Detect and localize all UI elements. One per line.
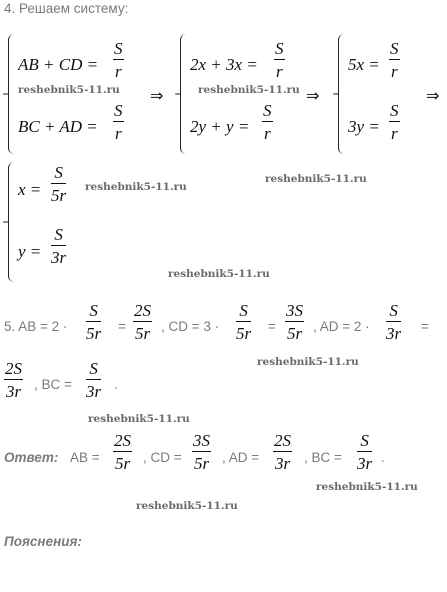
fraction-numerator: S (54, 225, 63, 244)
fraction-numerator: S (54, 163, 63, 182)
system-1-eq2-fraction (113, 102, 124, 142)
step-5-fraction-4 (285, 302, 304, 342)
answer-ad: , AD = (222, 450, 260, 465)
fraction-numerator: 2S (5, 359, 22, 378)
implies-arrow-2: ⇒ (306, 86, 320, 105)
fraction-numerator: S (390, 101, 399, 120)
equals-sign: = (268, 319, 276, 334)
step-5-bc-text: , BC = (34, 377, 72, 392)
step-5-fraction-5 (386, 302, 401, 342)
fraction-numerator: S (89, 301, 98, 320)
step-5-fraction-7 (86, 360, 101, 400)
period: . (381, 450, 385, 465)
fraction-numerator: 2S (274, 431, 291, 450)
answer-fraction-ab (113, 432, 132, 472)
fraction-denominator: r (113, 59, 124, 80)
system-3-eq1-lhs: 5x = (348, 55, 380, 74)
equals-sign: = (421, 319, 429, 334)
explanation-label: Пояснения: (4, 534, 82, 549)
system-4-brace (8, 162, 14, 282)
step-5-prefix: 5. AB = 2 · (4, 319, 68, 334)
fraction-numerator: 3S (286, 301, 303, 320)
fraction-denominator: 5r (285, 321, 304, 342)
watermark: reshebnik5-11.ru (136, 500, 238, 512)
watermark: reshebnik5-11.ru (316, 481, 418, 493)
system-1-eq1-lhs: AB + CD = (18, 55, 99, 74)
system-4-eq2-lhs: y = (18, 242, 42, 261)
system-2-eq2-fraction (262, 102, 273, 142)
system-3-eq2-fraction (389, 102, 400, 142)
system-4-eq2-fraction (51, 226, 66, 266)
answer-fraction-ad (273, 432, 292, 472)
watermark: reshebnik5-11.ru (85, 181, 187, 193)
system-3-eq2-lhs: 3y = (348, 117, 380, 136)
period: . (114, 377, 118, 392)
answer-ab: AB = (70, 450, 100, 465)
watermark: reshebnik5-11.ru (265, 173, 367, 185)
step-5-ad-text: , AD = 2 · (313, 319, 370, 334)
system-1-eq1-fraction (113, 40, 124, 80)
fraction-denominator: 5r (236, 321, 251, 342)
fraction-denominator: 3r (51, 245, 66, 266)
step-4-heading: 4. Решаем систему: (4, 1, 129, 16)
fraction-numerator: S (114, 101, 123, 120)
fraction-denominator: 3r (386, 321, 401, 342)
fraction-denominator: r (274, 59, 285, 80)
system-2-eq2-lhs: 2y + y = (190, 117, 250, 136)
step-5-cd-text: , CD = 3 · (161, 319, 220, 334)
system-3-eq1-fraction (389, 40, 400, 80)
system-2-brace (180, 34, 186, 154)
fraction-numerator: 2S (114, 431, 131, 450)
answer-label: Ответ: (4, 450, 59, 465)
system-2-eq1-lhs: 2x + 3x = (190, 55, 258, 74)
answer-bc: , BC = (304, 450, 342, 465)
implies-arrow-3: ⇒ (426, 86, 440, 105)
equals-sign: = (118, 319, 126, 334)
fraction-denominator: r (262, 121, 273, 142)
fraction-numerator: S (389, 301, 398, 320)
watermark: reshebnik5-11.ru (198, 84, 300, 96)
fraction-numerator: 2S (134, 301, 151, 320)
fraction-denominator: 3r (4, 379, 23, 400)
system-3-brace (338, 34, 344, 154)
system-2-eq1-fraction (274, 40, 285, 80)
answer-fraction-cd (192, 432, 211, 472)
system-1-brace (8, 34, 14, 154)
fraction-numerator: S (390, 39, 399, 58)
system-4-eq1-lhs: x = (18, 180, 42, 199)
fraction-denominator: r (389, 59, 400, 80)
system-4-eq1-fraction (51, 164, 66, 204)
fraction-denominator: 3r (86, 379, 101, 400)
watermark: reshebnik5-11.ru (88, 413, 190, 425)
watermark: reshebnik5-11.ru (168, 268, 270, 280)
step-5-fraction-1 (86, 302, 101, 342)
step-5-fraction-3 (236, 302, 251, 342)
fraction-numerator: S (239, 301, 248, 320)
implies-arrow-1: ⇒ (150, 86, 164, 105)
fraction-numerator: 3S (193, 431, 210, 450)
fraction-numerator: S (89, 359, 98, 378)
step-5-fraction-2 (133, 302, 152, 342)
fraction-denominator: 3r (357, 451, 372, 472)
fraction-denominator: r (389, 121, 400, 142)
system-1-eq2-lhs: BC + AD = (18, 117, 98, 136)
fraction-denominator: 5r (86, 321, 101, 342)
fraction-numerator: S (263, 101, 272, 120)
fraction-numerator: S (114, 39, 123, 58)
fraction-denominator: 5r (192, 451, 211, 472)
fraction-numerator: S (360, 431, 369, 450)
fraction-denominator: 3r (273, 451, 292, 472)
fraction-denominator: 5r (51, 183, 66, 204)
step-5-fraction-6 (4, 360, 23, 400)
watermark: reshebnik5-11.ru (257, 356, 359, 368)
fraction-denominator: r (113, 121, 124, 142)
fraction-denominator: 5r (113, 451, 132, 472)
watermark: reshebnik5-11.ru (18, 84, 120, 96)
fraction-numerator: S (275, 39, 284, 58)
fraction-denominator: 5r (133, 321, 152, 342)
answer-fraction-bc (357, 432, 372, 472)
answer-cd: , CD = (143, 450, 182, 465)
